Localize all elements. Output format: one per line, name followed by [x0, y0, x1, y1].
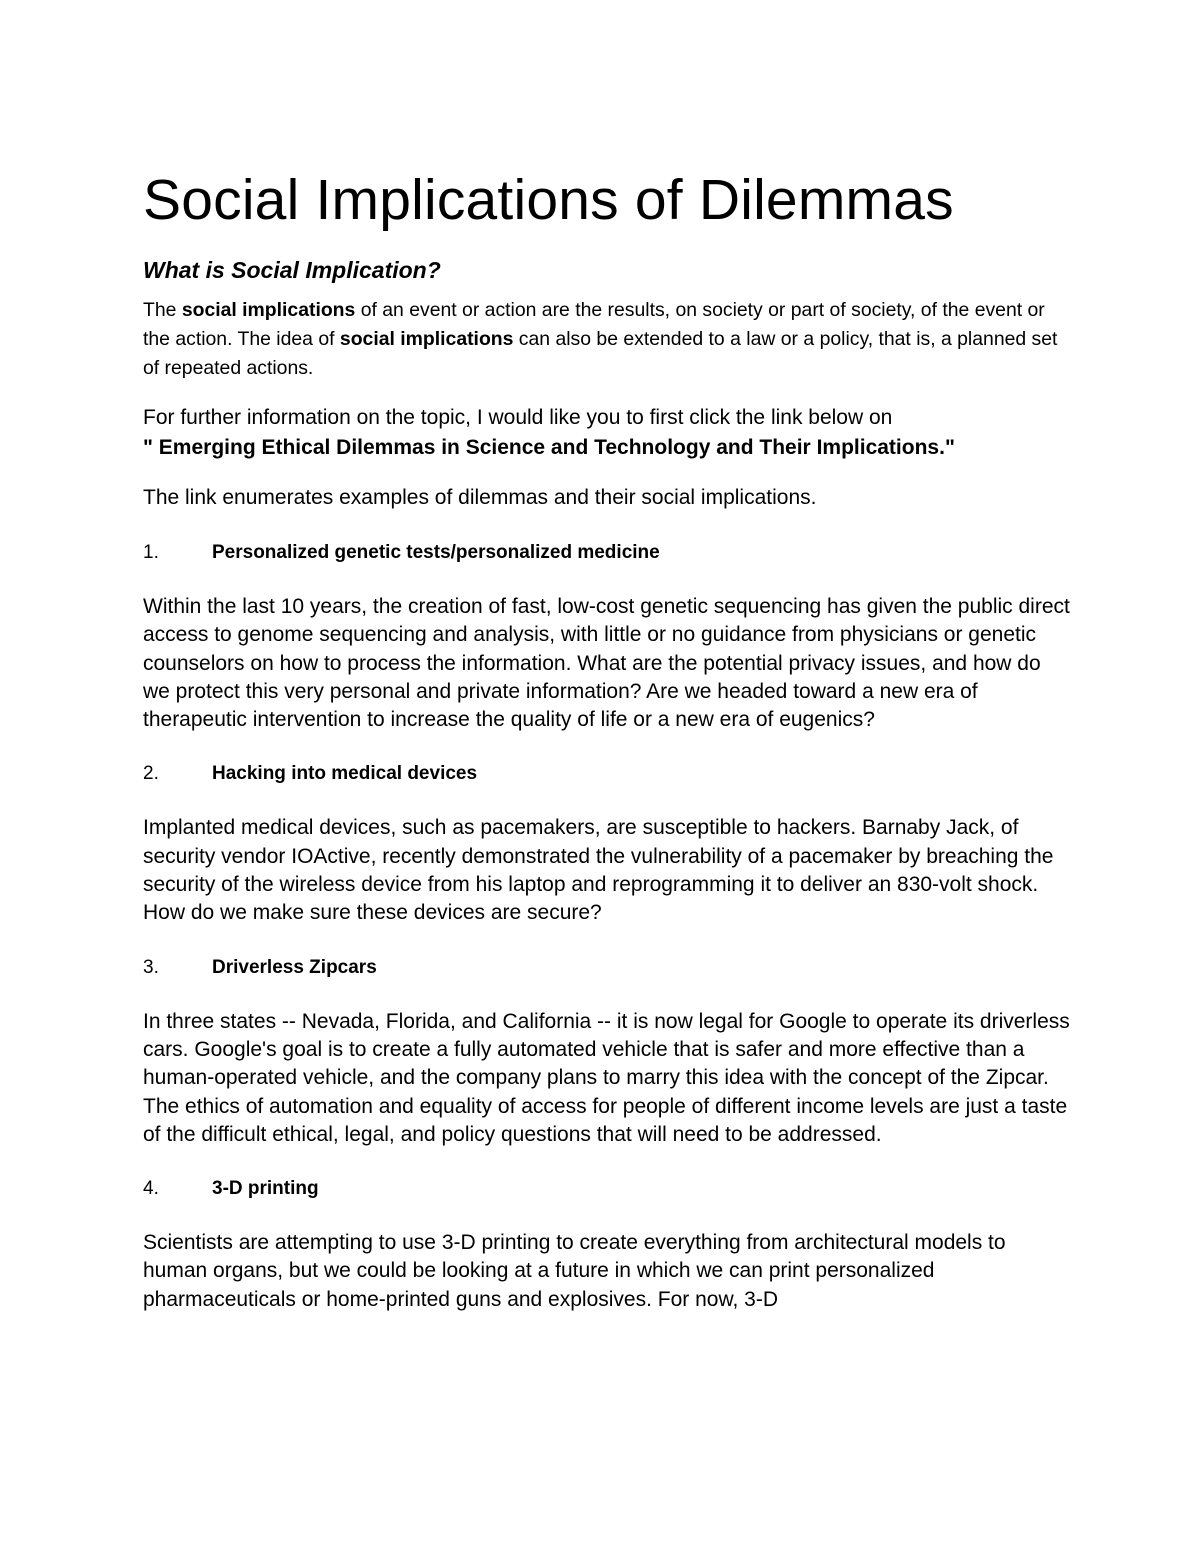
further-info-paragraph [143, 403, 1073, 463]
item-title: Hacking into medical devices [212, 763, 478, 785]
item-title: Driverless Zipcars [212, 956, 377, 978]
item-number: 3. [143, 956, 159, 978]
item-body-3: In three states -- Nevada, Florida, and California -- it is now legal for Google to operate its driverless cars. Google's goal is to create a fully automated vehicle that is safer and more effective than a human-operated vehicle, and the company plans to marry this idea with the concept of the Zipcar. The ethics of automation and equality of access for people of different income levels are just a taste of the difficult ethical, legal, and policy questions that will need to be addressed. [143, 1009, 1070, 1146]
intro-bold-2: social implications [339, 328, 514, 350]
item-heading-2 [143, 760, 1073, 788]
intro-paragraph [143, 296, 1073, 383]
intro-bold-1: social implications [181, 299, 356, 321]
intro-text-1: The [143, 299, 182, 321]
item-body-1: Within the last 10 years, the creation of fast, low-cost genetic sequencing has given the public direct access to genome sequencing and analysis, with little or no guidance from physicians or genetic counselors on how to process the information. What are the potential privacy issues, and how do we protect this very personal and private information? Are we headed toward a new era of therapeutic intervention to increase the quality of life or a new era of eugenics? [143, 595, 1070, 732]
item-body-2: Implanted medical devices, such as pacemakers, are susceptible to hackers. Barnaby Jack, of security vendor IOActive, recently demonstrated the vulnerability of a pacemaker by breaching the security of the wireless device from his laptop and reprogramming it to deliver an 830-volt shock. How do we make sure these devices are secure? [143, 816, 1054, 925]
item-number: 4. [143, 1178, 159, 1200]
further-info-text: For further information on the topic, I would like you to first click the link below on [143, 406, 893, 429]
link-quote-open: " [143, 436, 159, 459]
item-heading-4 [143, 1175, 1073, 1203]
enumerates-paragraph: The link enumerates examples of dilemmas and their social implications. [143, 486, 817, 509]
intro-text-3: can also be extended to a law or a policy, that is, a planned set of repeated actions. [143, 328, 1058, 379]
document-page [143, 160, 1073, 1314]
item-heading-3 [143, 954, 1073, 982]
item-number: 1. [143, 542, 159, 563]
article-link[interactable]: Emerging Ethical Dilemmas in Science and Technology and Their Implications. [158, 436, 945, 459]
document-title: Social Implications of Dilemmas [143, 168, 954, 232]
section-subtitle: What is Social Implication? [143, 257, 441, 283]
item-title: Personalized genetic tests/personalized medicine [212, 542, 660, 563]
item-title: 3-D printing [212, 1178, 319, 1200]
intro-text-2: of an event or action are the results, on society or part of society, of the event or the action. The idea of [143, 299, 1045, 350]
link-quote-close: " [944, 436, 955, 459]
item-body-4: Scientists are attempting to use 3-D printing to create everything from architectural models to human organs, but we could be looking at a future in which we can print personalized pharmaceuticals or home-printed guns and explosives. For now, 3-D [143, 1231, 1006, 1311]
item-heading-1 [143, 539, 1073, 567]
item-number: 2. [143, 763, 159, 785]
